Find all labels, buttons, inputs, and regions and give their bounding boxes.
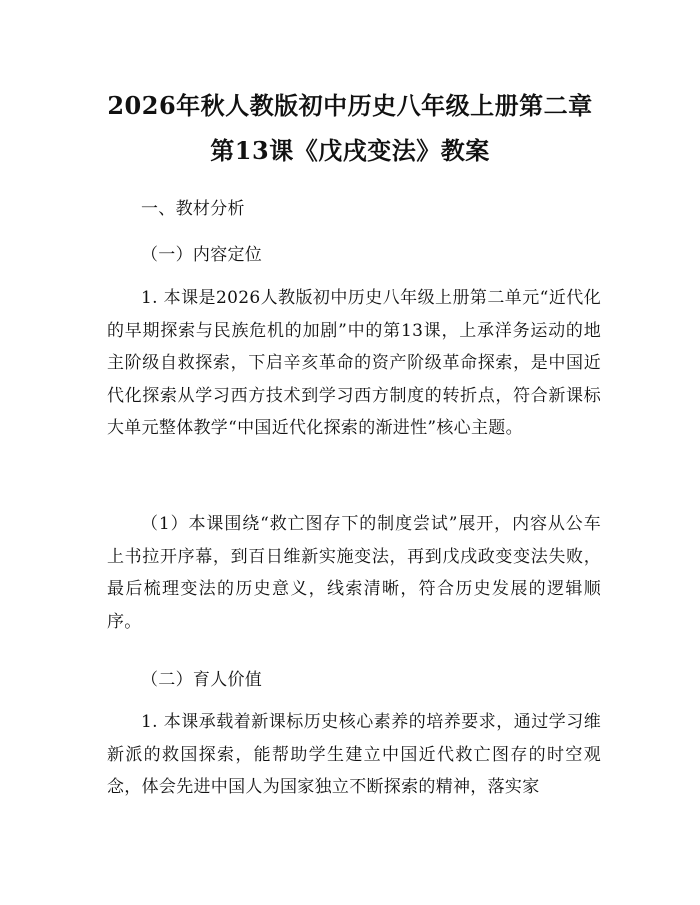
paragraph-1: 1. 本课是2026人教版初中历史八年级上册第二单元“近代化的早期探索与民族危机的加剧”中的第13课，上承洋务运动的地主阶级自救探索，下启辛亥革命的资产阶级革命探索，是中国近代化探索从学习西方技术到学习西方制度的转折点，符合新课标大单元整体教学“中国近代化探索的渐进性”核心主题。 (107, 288, 601, 438)
paragraph-2: （1）本课围绕“救亡图存下的制度尝试”展开，内容从公车上书拉开序幕，到百日维新实施变法，再到戊戌政变变法失败，最后梳理变法的历史意义，线索清晰，符合历史发展的逻辑顺序。 (107, 514, 601, 632)
section-heading-textbook-analysis: 一、教材分析 (141, 199, 245, 219)
document-title-line-1: 2026年秋人教版初中历史八年级上册第二章 (107, 91, 593, 120)
subsection-heading-educational-value: （二）育人价值 (141, 670, 263, 690)
document-title-line-2: 第13课《戊戌变法》教案 (210, 136, 490, 165)
paragraph-3: 1. 本课承载着新课标历史核心素养的培养要求，通过学习维新派的救国探索，能帮助学生建立中国近代救亡图存的时空观念，体会先进中国人为国家独立不断探索的精神，落实家 (107, 712, 601, 797)
subsection-heading-content-positioning: （一）内容定位 (141, 245, 263, 265)
